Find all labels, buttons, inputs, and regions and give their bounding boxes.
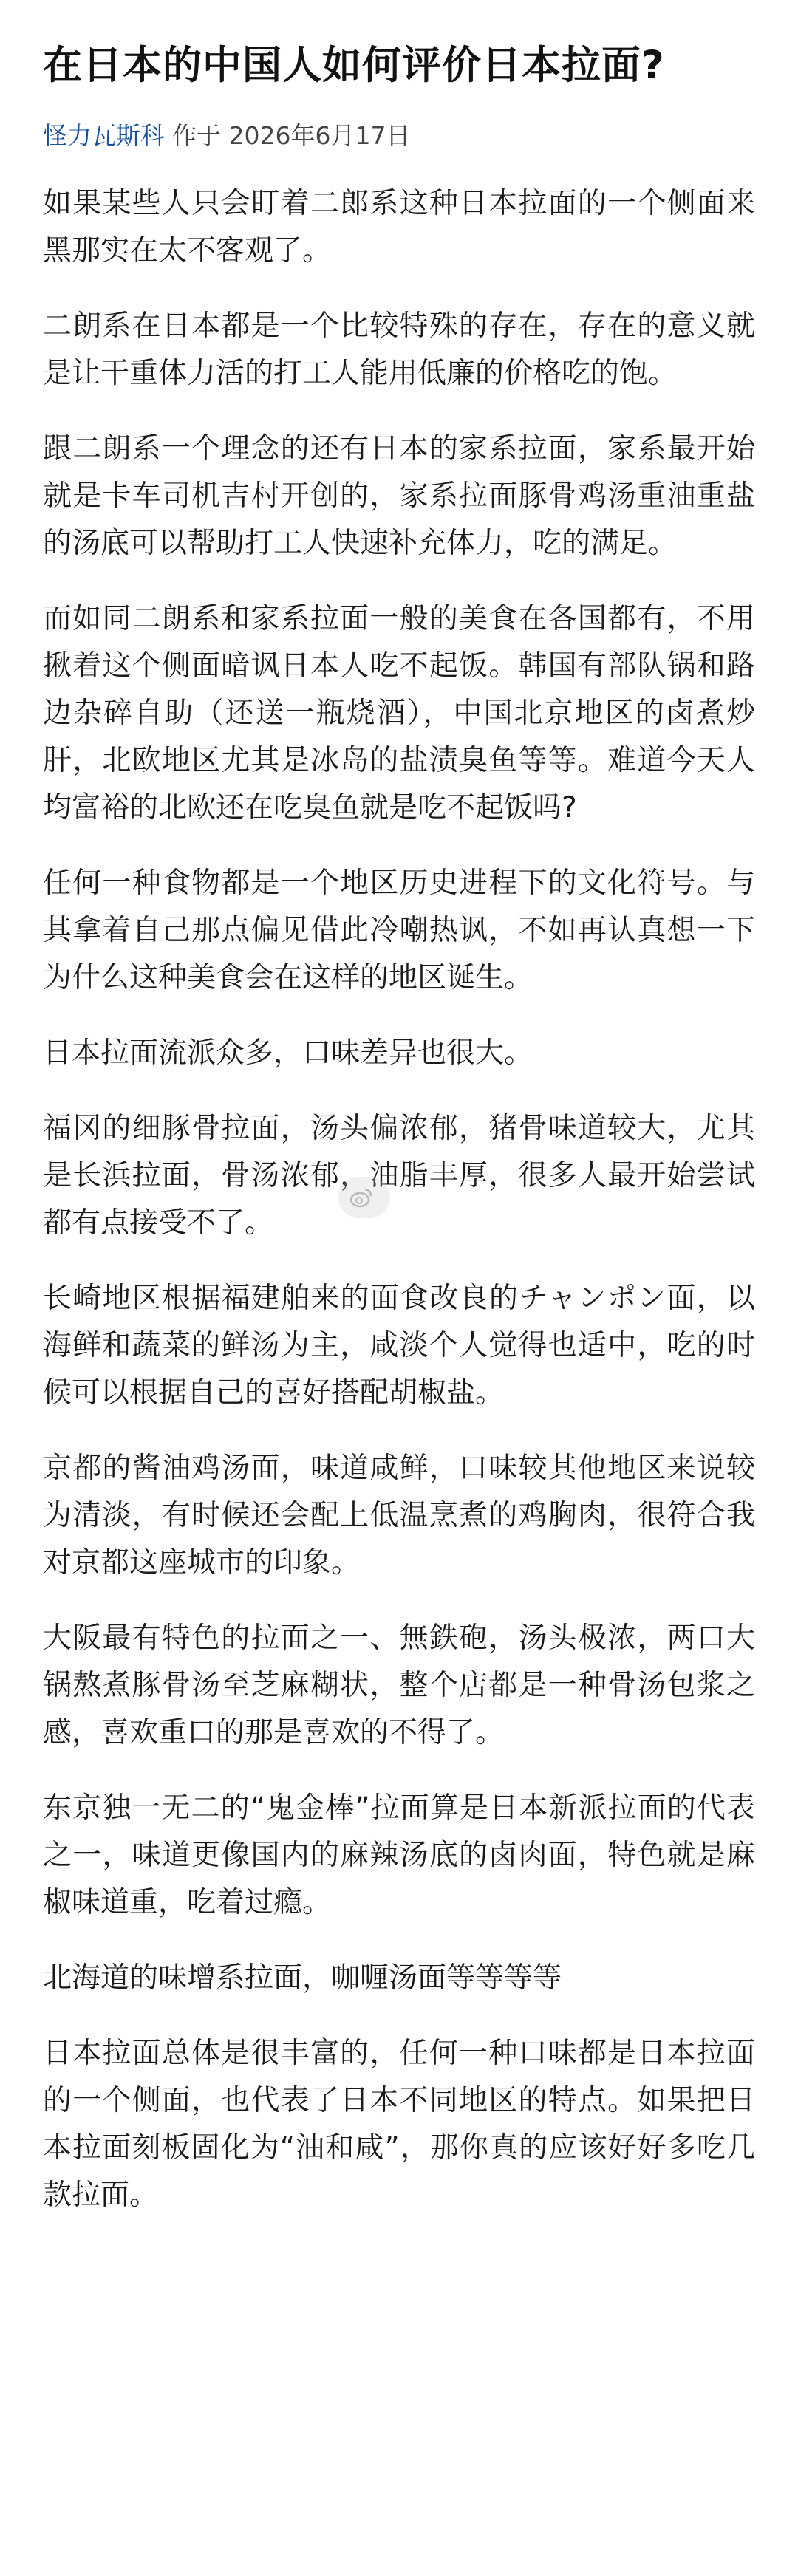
author-link[interactable]: 怪力瓦斯科 [43,121,165,150]
paragraph: 如果某些人只会盯着二郎系这种日本拉面的一个侧面来黑那实在太不客观了。 [43,187,755,267]
post-date: 2026年6月17日 [228,121,411,150]
paragraph: 日本拉面总体是很丰富的，任何一种口味都是日本拉面的一个侧面，也代表了日本不同地区的特点。如果把日本拉面刻板固化为“油和咸”，那你真的应该好好多吃几款拉面。 [43,2037,755,2212]
answer-meta [43,121,755,151]
date-prefix: 作于 [172,121,221,150]
paragraph: 跟二朗系一个理念的还有日本的家系拉面，家系最开始就是卡车司机吉村开创的，家系拉面豚骨鸡汤重油重盐的汤底可以帮助打工人快速补充体力，吃的满足。 [43,432,755,560]
paragraph: 北海道的味增系拉面，咖喱汤面等等等等 [43,1961,562,1995]
paragraph: 而如同二朗系和家系拉面一般的美食在各国都有，不用揪着这个侧面暗讽日本人吃不起饭。韩国有部队锅和路边杂碎自助（还送一瓶烧酒），中国北京地区的卤煮炒肝，北欧地区尤其是冰岛的盐渍臭鱼等等。难道今天人均富裕的北欧还在吃臭鱼就是吃不起饭吗? [43,602,755,824]
paragraph: 大阪最有特色的拉面之一、無鉄砲，汤头极浓，两口大锅熬煮豚骨汤至芝麻糊状，整个店都是一种骨汤包浆之感，喜欢重口的那是喜欢的不得了。 [43,1622,755,1749]
paragraph: 日本拉面流派众多，口味差异也很大。 [43,1036,533,1070]
paragraph: 东京独一无二的“鬼金棒”拉面算是日本新派拉面的代表之一，味道更像国内的麻辣汤底的卤肉面，特色就是麻椒味道重，吃着过瘾。 [43,1791,755,1919]
paragraph: 福冈的细豚骨拉面，汤头偏浓郁，猪骨味道较大，尤其是长浜拉面，骨汤浓郁，油脂丰厚，很多人最开始尝试都有点接受不了。 [43,1112,755,1240]
paragraph: 京都的酱油鸡汤面，味道咸鲜，口味较其他地区来说较为清淡，有时候还会配上低温烹煮的鸡胸肉，很符合我对京都这座城市的印象。 [43,1452,755,1579]
paragraph: 任何一种食物都是一个地区历史进程下的文化符号。与其拿着自己那点偏见借此冷嘲热讽，不如再认真想一下为什么这种美食会在这样的地区诞生。 [43,867,755,994]
answer-content [43,180,755,2219]
paragraph: 二朗系在日本都是一个比较特殊的存在，存在的意义就是让干重体力活的打工人能用低廉的价格吃的饱。 [43,310,755,390]
paragraph: 长崎地区根据福建舶来的面食改良的チャンポン面，以海鲜和蔬菜的鲜汤为主，咸淡个人觉得也适中，吃的时候可以根据自己的喜好搭配胡椒盐。 [43,1282,755,1410]
question-title[interactable]: 在日本的中国人如何评价日本拉面? [43,43,665,88]
